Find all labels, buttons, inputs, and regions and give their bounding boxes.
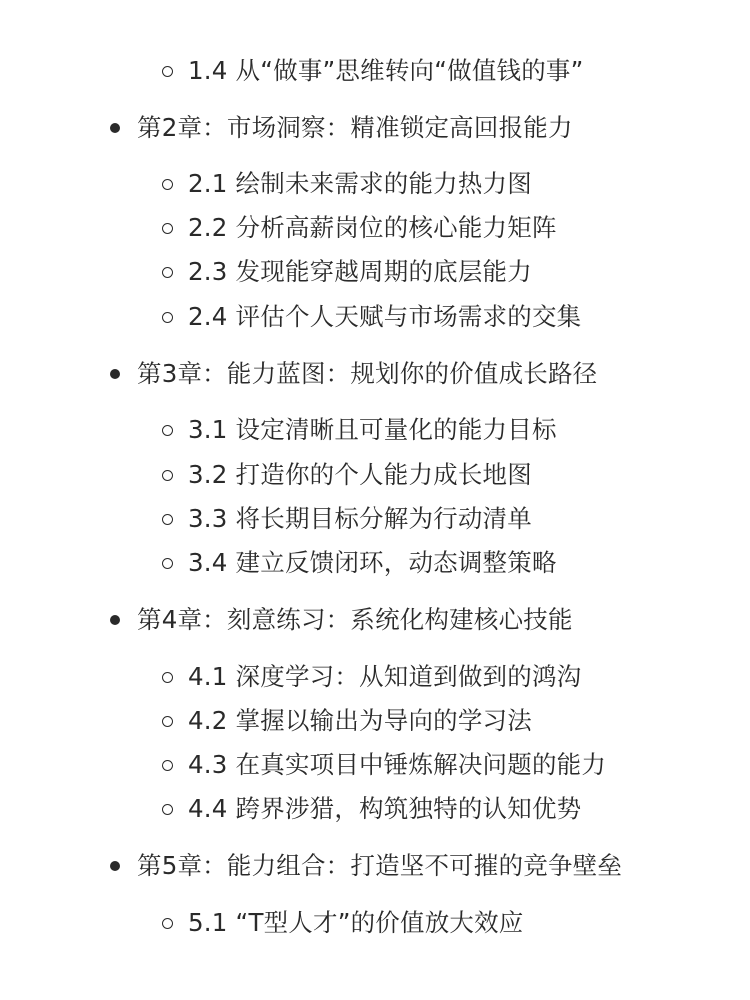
chapter-title: 第2章：市场洞察：精准锁定高回报能力 [137, 113, 573, 142]
filled-circle-bullet-icon [110, 369, 120, 379]
section-item [162, 51, 584, 91]
chapter-title: 第3章：能力蓝图：规划你的价值成长路径 [137, 359, 598, 388]
filled-circle-bullet-icon [110, 615, 120, 625]
hollow-circle-bullet-icon [162, 760, 173, 771]
hollow-circle-bullet-icon [162, 918, 173, 929]
hollow-circle-bullet-icon [162, 558, 173, 569]
section-title: 2.2 分析高薪岗位的核心能力矩阵 [188, 213, 557, 242]
chapter-item [110, 846, 622, 886]
section-item [162, 164, 532, 204]
section-item [162, 410, 557, 450]
section-item [162, 789, 581, 829]
hollow-circle-bullet-icon [162, 425, 173, 436]
section-item [162, 657, 581, 697]
section-title: 4.2 掌握以输出为导向的学习法 [188, 706, 532, 735]
section-title: 2.1 绘制未来需求的能力热力图 [188, 169, 532, 198]
section-item [162, 543, 557, 583]
section-title: 2.3 发现能穿越周期的底层能力 [188, 257, 532, 286]
hollow-circle-bullet-icon [162, 470, 173, 481]
section-title: 3.4 建立反馈闭环，动态调整策略 [188, 548, 557, 577]
hollow-circle-bullet-icon [162, 66, 173, 77]
hollow-circle-bullet-icon [162, 716, 173, 727]
section-item [162, 455, 532, 495]
chapter-item [110, 600, 573, 640]
section-item [162, 252, 532, 292]
chapter-title: 第5章：能力组合：打造坚不可摧的竞争壁垒 [137, 851, 623, 880]
hollow-circle-bullet-icon [162, 804, 173, 815]
section-item [162, 701, 532, 741]
section-title: 3.1 设定清晰且可量化的能力目标 [188, 415, 557, 444]
hollow-circle-bullet-icon [162, 223, 173, 234]
section-item [162, 208, 557, 248]
section-title: 5.1 “T型人才”的价值放大效应 [188, 908, 524, 937]
chapter-item [110, 354, 597, 394]
section-item [162, 297, 581, 337]
section-title: 1.4 从“做事”思维转向“做值钱的事” [188, 56, 584, 85]
section-title: 3.3 将长期目标分解为行动清单 [188, 504, 532, 533]
section-title: 4.1 深度学习：从知道到做到的鸿沟 [188, 662, 582, 691]
section-item [162, 745, 606, 785]
hollow-circle-bullet-icon [162, 267, 173, 278]
hollow-circle-bullet-icon [162, 179, 173, 190]
section-item [162, 903, 524, 943]
hollow-circle-bullet-icon [162, 672, 173, 683]
section-title: 2.4 评估个人天赋与市场需求的交集 [188, 302, 582, 331]
section-title: 3.2 打造你的个人能力成长地图 [188, 460, 532, 489]
chapter-title: 第4章：刻意练习：系统化构建核心技能 [137, 605, 573, 634]
section-title: 4.4 跨界涉猎，构筑独特的认知优势 [188, 794, 582, 823]
hollow-circle-bullet-icon [162, 514, 173, 525]
section-title: 4.3 在真实项目中锤炼解决问题的能力 [188, 750, 607, 779]
hollow-circle-bullet-icon [162, 312, 173, 323]
filled-circle-bullet-icon [110, 861, 120, 871]
chapter-item [110, 108, 573, 148]
section-item [162, 499, 532, 539]
filled-circle-bullet-icon [110, 123, 120, 133]
